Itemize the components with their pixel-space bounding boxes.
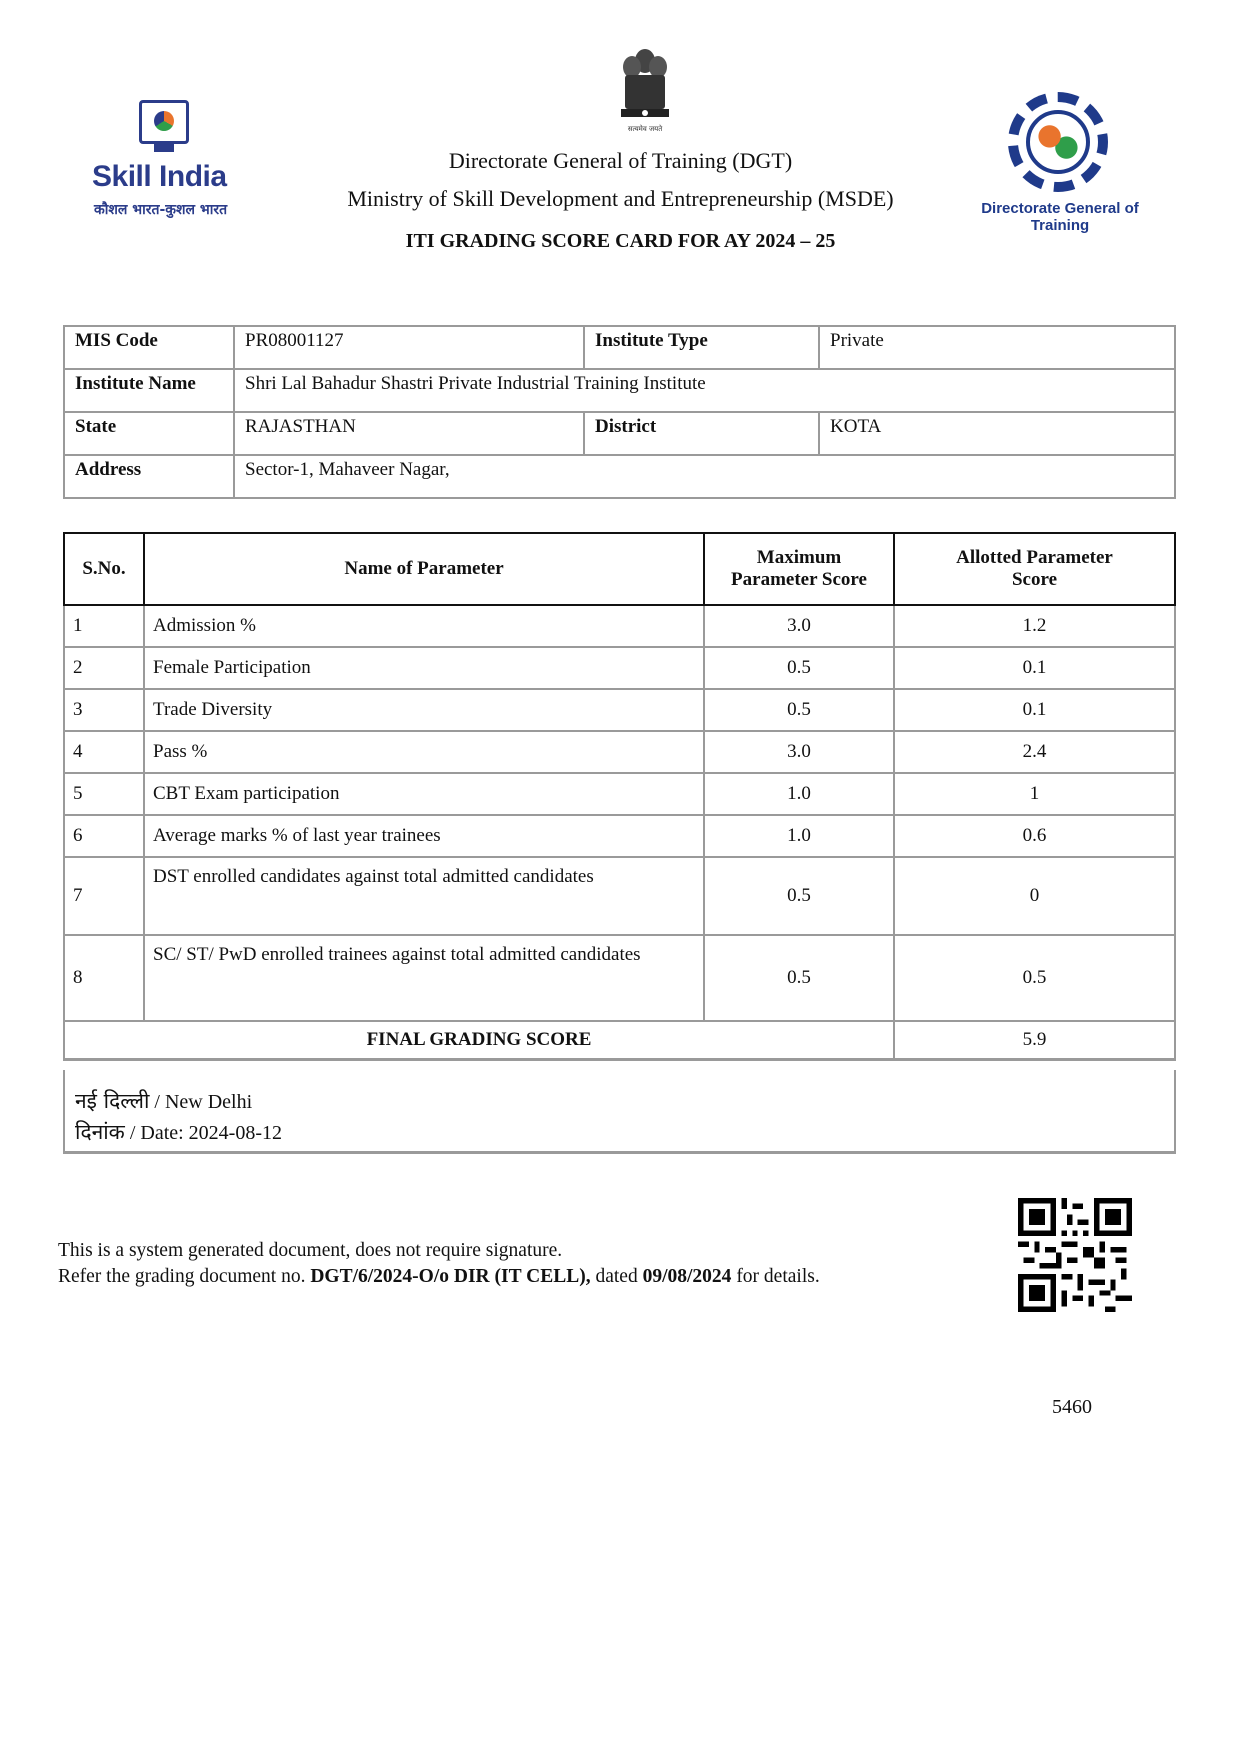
- skill-india-tagline: कौशल भारत-कुशल भारत: [94, 202, 228, 218]
- row-parameter: Average marks % of last year trainees: [144, 815, 704, 857]
- row-max: 0.5: [704, 935, 894, 1021]
- institute-name-value: Shri Lal Bahadur Shastri Private Industrial Training Institute: [234, 369, 1175, 412]
- institute-name-label: Institute Name: [64, 369, 234, 412]
- info-row: [64, 326, 1175, 369]
- table-row: [64, 647, 1175, 689]
- score-header-row: [64, 533, 1175, 605]
- row-sno: 7: [64, 857, 144, 935]
- header-sno: S.No.: [64, 533, 144, 605]
- national-emblem-icon: [615, 45, 675, 135]
- info-row: [64, 412, 1175, 455]
- row-sno: 3: [64, 689, 144, 731]
- row-parameter: Admission %: [144, 605, 704, 647]
- footer-line1: This is a system generated document, does not require signature.: [58, 1240, 563, 1261]
- table-row: [64, 935, 1175, 1021]
- qr-code-icon: [1018, 1198, 1132, 1312]
- institute-type-label: Institute Type: [584, 326, 819, 369]
- footer-line2: Refer the grading document no. DGT/6/2024-O/o DIR (IT CELL), dated 09/08/2024 for details.: [58, 1266, 820, 1287]
- address-value: Sector-1, Mahaveer Nagar,: [234, 455, 1175, 498]
- row-max: 3.0: [704, 605, 894, 647]
- row-allotted: 1.2: [894, 605, 1175, 647]
- row-parameter: CBT Exam participation: [144, 773, 704, 815]
- skill-india-wordmark: Skill India: [92, 160, 227, 193]
- monitor-icon: [139, 100, 189, 144]
- page-number: 5460: [1052, 1396, 1092, 1418]
- table-row: [64, 731, 1175, 773]
- row-parameter: Trade Diversity: [144, 689, 704, 731]
- table-row: [64, 857, 1175, 935]
- mis-code-value: PR08001127: [234, 326, 584, 369]
- row-parameter: DST enrolled candidates against total admitted candidates: [144, 857, 704, 935]
- doc-number: DGT/6/2024-O/o DIR (IT CELL),: [310, 1266, 591, 1287]
- table-row: [64, 605, 1175, 647]
- row-sno: 1: [64, 605, 144, 647]
- row-max: 0.5: [704, 647, 894, 689]
- date-line: [75, 1117, 1164, 1148]
- row-allotted: 0.1: [894, 689, 1175, 731]
- row-sno: 8: [64, 935, 144, 1021]
- address-label: Address: [64, 455, 234, 498]
- place-date-box: [63, 1070, 1176, 1154]
- row-sno: 6: [64, 815, 144, 857]
- row-parameter: SC/ ST/ PwD enrolled trainees against total admitted candidates: [144, 935, 704, 1021]
- place-line: [75, 1086, 1164, 1117]
- final-score-value: 5.9: [894, 1021, 1175, 1060]
- state-label: State: [64, 412, 234, 455]
- row-allotted: 0.1: [894, 647, 1175, 689]
- row-sno: 4: [64, 731, 144, 773]
- institute-info-table: [63, 325, 1176, 499]
- row-parameter: Female Participation: [144, 647, 704, 689]
- final-score-row: [64, 1021, 1175, 1060]
- table-row: [64, 689, 1175, 731]
- row-max: 0.5: [704, 857, 894, 935]
- row-allotted: 0.5: [894, 935, 1175, 1021]
- footer-note: [58, 1238, 820, 1290]
- table-row: [64, 815, 1175, 857]
- state-value: RAJASTHAN: [234, 412, 584, 455]
- header-ministry: Ministry of Skill Development and Entrepreneurship (MSDE): [347, 186, 894, 211]
- row-allotted: 0.6: [894, 815, 1175, 857]
- row-allotted: 2.4: [894, 731, 1175, 773]
- row-max: 1.0: [704, 773, 894, 815]
- row-allotted: 1: [894, 773, 1175, 815]
- place-english: / New Delhi: [149, 1091, 253, 1113]
- date-english: / Date: 2024-08-12: [124, 1122, 282, 1144]
- header-directorate: Directorate General of Training (DGT): [448, 148, 793, 173]
- row-max: 3.0: [704, 731, 894, 773]
- gear-icon: [1008, 92, 1108, 192]
- doc-date: 09/08/2024: [642, 1266, 732, 1287]
- date-hindi: दिनांक: [75, 1120, 125, 1144]
- row-max: 1.0: [704, 815, 894, 857]
- mis-code-label: MIS Code: [64, 326, 234, 369]
- header-max-score: [704, 533, 894, 605]
- page-title: ITI GRADING SCORE CARD FOR AY 2024 – 25: [405, 230, 836, 252]
- info-row: [64, 369, 1175, 412]
- header-parameter: Name of Parameter: [144, 533, 704, 605]
- header-max-line1: Maximum: [756, 547, 842, 568]
- row-allotted: 0: [894, 857, 1175, 935]
- score-table: [63, 532, 1176, 1061]
- institute-type-value: Private: [819, 326, 1175, 369]
- final-score-label: FINAL GRADING SCORE: [64, 1021, 894, 1060]
- header-allotted-score: [894, 533, 1175, 605]
- table-row: [64, 773, 1175, 815]
- info-row: [64, 455, 1175, 498]
- district-label: District: [584, 412, 819, 455]
- row-sno: 2: [64, 647, 144, 689]
- district-value: KOTA: [819, 412, 1175, 455]
- row-sno: 5: [64, 773, 144, 815]
- row-max: 0.5: [704, 689, 894, 731]
- place-hindi: नई दिल्ली: [75, 1089, 150, 1113]
- header-max-line2: Parameter Score: [731, 569, 867, 590]
- header-allot-line1: Allotted Parameter: [956, 547, 1113, 568]
- dgt-logo-text: Directorate General of Training: [981, 200, 1139, 234]
- emblem-motto: सत्यमेव जयते: [627, 125, 663, 133]
- header-allot-line2: Score: [1011, 569, 1058, 590]
- row-parameter: Pass %: [144, 731, 704, 773]
